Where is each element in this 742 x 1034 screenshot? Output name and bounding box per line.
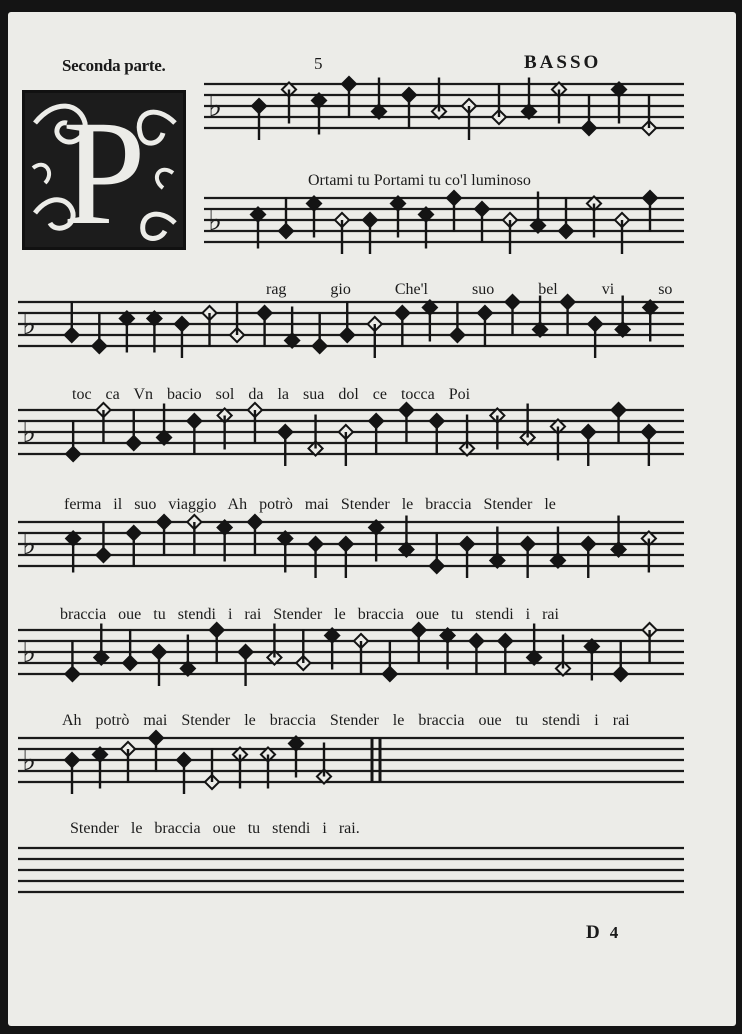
voice-part-label: BASSO <box>524 52 602 73</box>
staves-layer <box>8 12 736 1026</box>
lyric-line-1: Ortami tu Portami tu co'l luminoso <box>308 172 531 189</box>
clef-sign: ♭ <box>22 635 37 670</box>
part-title: Seconda parte. <box>62 56 166 75</box>
lyric-line-2: rag gio Che'l suo bel vi so <box>266 281 673 298</box>
clef-sign: ♭ <box>22 527 37 562</box>
lyric-line-4: ferma il suo viaggio Ah potrò mai Stender le braccia Stender le <box>64 496 556 513</box>
staff <box>18 848 684 892</box>
initial-letter: P <box>62 93 146 247</box>
clef-sign: ♭ <box>22 743 37 778</box>
clef-sign: ♭ <box>208 203 223 238</box>
clef-sign: ♭ <box>22 415 37 450</box>
staff <box>204 198 684 242</box>
music-page <box>8 12 736 1026</box>
page-number: 4 <box>609 923 619 942</box>
lyric-line-3: toc ca Vn bacio sol da la sua dol ce tocca Poi <box>72 386 471 403</box>
staff <box>18 630 684 674</box>
clef-sign: ♭ <box>22 307 37 342</box>
lyric-line-7: Stender le braccia oue tu stendi i rai. <box>70 820 360 837</box>
signature-letter: D <box>586 922 600 943</box>
staff <box>18 738 684 782</box>
clef-sign: ♭ <box>208 89 223 124</box>
madrigal-number: 5 <box>314 54 323 73</box>
lyric-line-5: braccia oue tu stendi i rai Stender le braccia oue tu stendi i rai <box>60 606 559 623</box>
lyric-line-6: Ah potrò mai Stender le braccia Stender le braccia oue tu stendi i rai <box>62 712 630 729</box>
signature-mark <box>586 922 618 944</box>
